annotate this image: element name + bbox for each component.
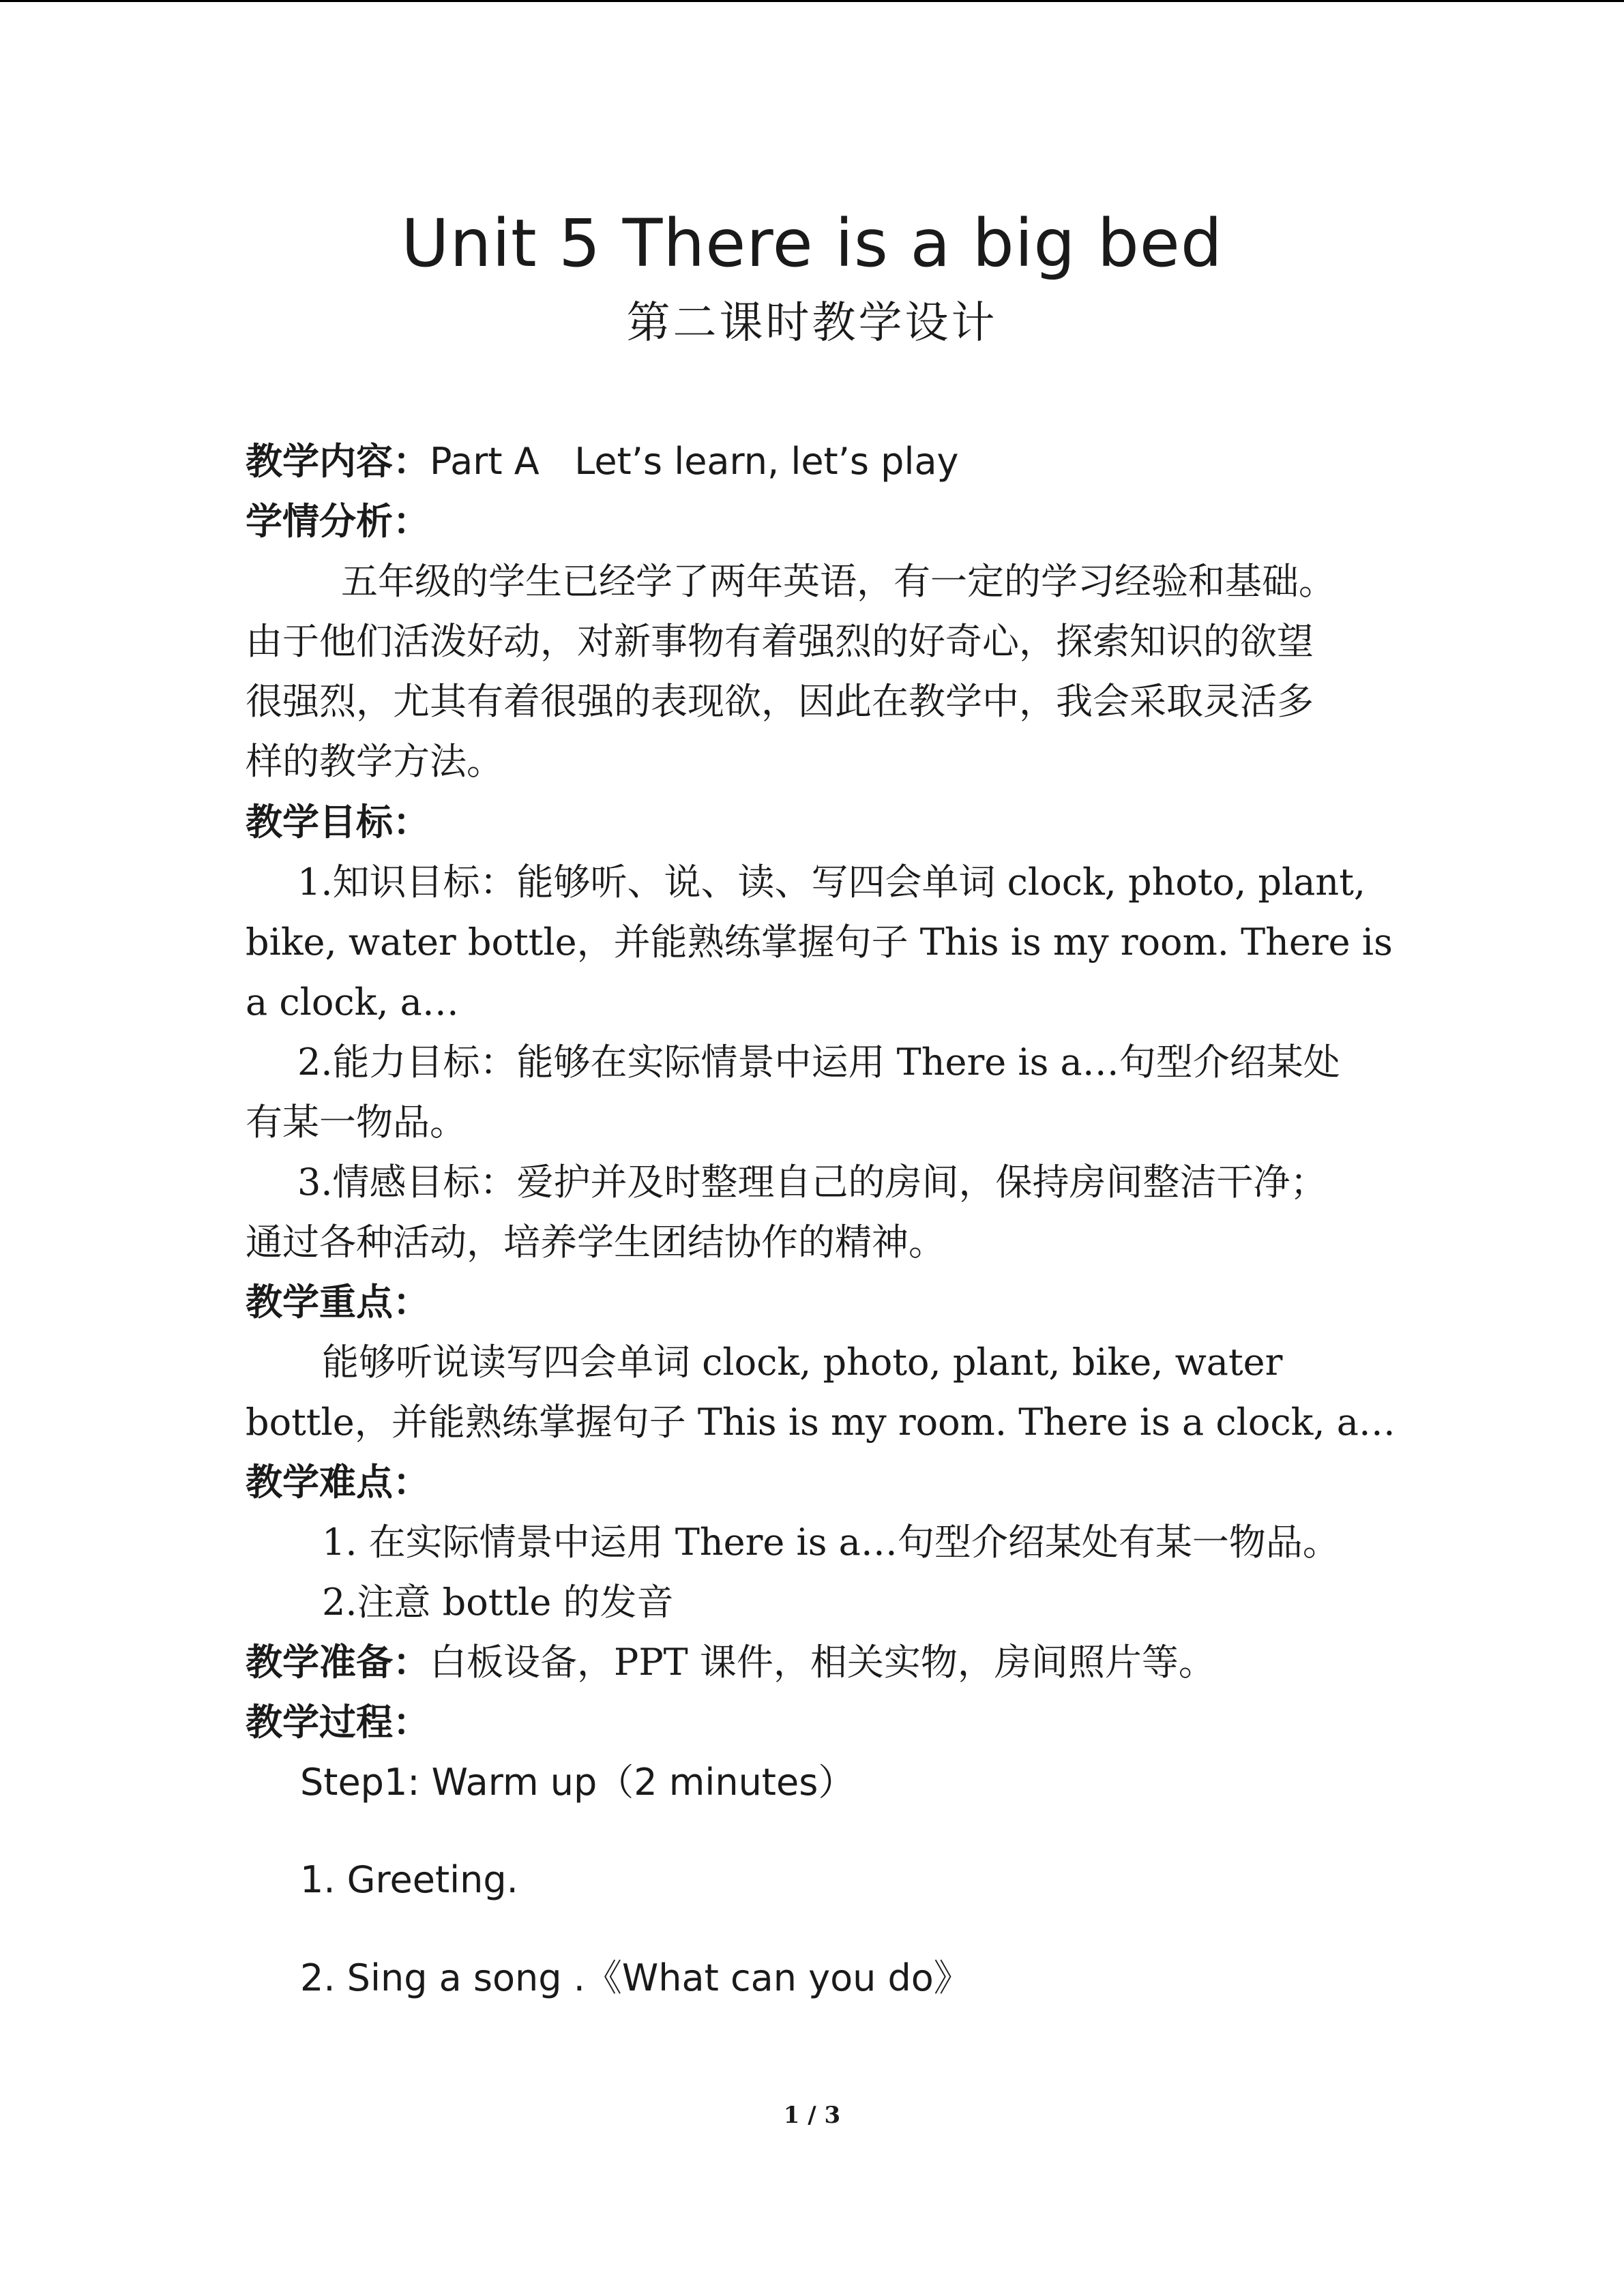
document-subtitle: 第二课时教学设计 — [626, 298, 998, 348]
teaching-content-label: 教学内容： — [246, 440, 430, 483]
difficulty-line: 2.注意 bottle 的发音 — [322, 1581, 674, 1624]
teaching-content-value: Part A Let’s learn, let’s play — [430, 440, 959, 483]
objective-line: 有某一物品。 — [246, 1101, 467, 1144]
objective-line: 通过各种活动，培养学生团结协作的精神。 — [246, 1221, 945, 1264]
analysis-paragraph-line: 由于他们活泼好动，对新事物有着强烈的好奇心，探索知识的欲望 — [246, 620, 1314, 663]
key-points-line: 能够听说读写四会单词 clock, photo, plant, bike, water — [322, 1341, 1283, 1384]
analysis-paragraph-line: 很强烈，尤其有着很强的表现欲，因此在教学中，我会采取灵活多 — [246, 680, 1314, 723]
page-number: 1 / 3 — [783, 2102, 841, 2129]
top-border — [0, 0, 1624, 2]
objective-line: 1.知识目标：能够听、说、读、写四会单词 clock, photo, plant, — [297, 861, 1366, 904]
key-points-heading: 教学重点： — [246, 1281, 430, 1324]
analysis-heading: 学情分析： — [246, 500, 430, 543]
difficulty-line: 1. 在实际情景中运用 There is a…句型介绍某处有某一物品。 — [322, 1521, 1340, 1564]
process-step-line: 2. Sing a song .《What can you do》 — [300, 1956, 971, 1999]
preparation-value: 白板设备，PPT 课件，相关实物，房间照片等。 — [430, 1641, 1215, 1684]
preparation-label: 教学准备： — [246, 1641, 430, 1684]
key-points-line: bottle，并能熟练掌握句子 This is my room. There is a clock, a… — [246, 1401, 1396, 1444]
process-step-line: 1. Greeting. — [300, 1858, 518, 1901]
objective-line: a clock, a… — [246, 981, 459, 1024]
analysis-paragraph-line: 样的教学方法。 — [246, 740, 503, 783]
document-title: Unit 5 There is a big bed — [401, 205, 1223, 282]
teaching-content-line — [246, 432, 1405, 492]
objective-line: 2.能力目标：能够在实际情景中运用 There is a…句型介绍某处 — [297, 1041, 1340, 1084]
analysis-paragraph-line: 五年级的学生已经学了两年英语，有一定的学习经验和基础。 — [341, 560, 1335, 603]
process-step-line: Step1: Warm up（2 minutes） — [300, 1761, 855, 1804]
difficulties-heading: 教学难点： — [246, 1461, 430, 1504]
objective-line: 3.情感目标：爱护并及时整理自己的房间，保持房间整洁干净； — [297, 1161, 1327, 1204]
preparation-line — [246, 1632, 1405, 1693]
process-heading: 教学过程： — [246, 1701, 430, 1744]
objective-line: bike, water bottle，并能熟练掌握句子 This is my room. There is — [246, 921, 1393, 964]
objectives-heading: 教学目标： — [246, 801, 430, 844]
